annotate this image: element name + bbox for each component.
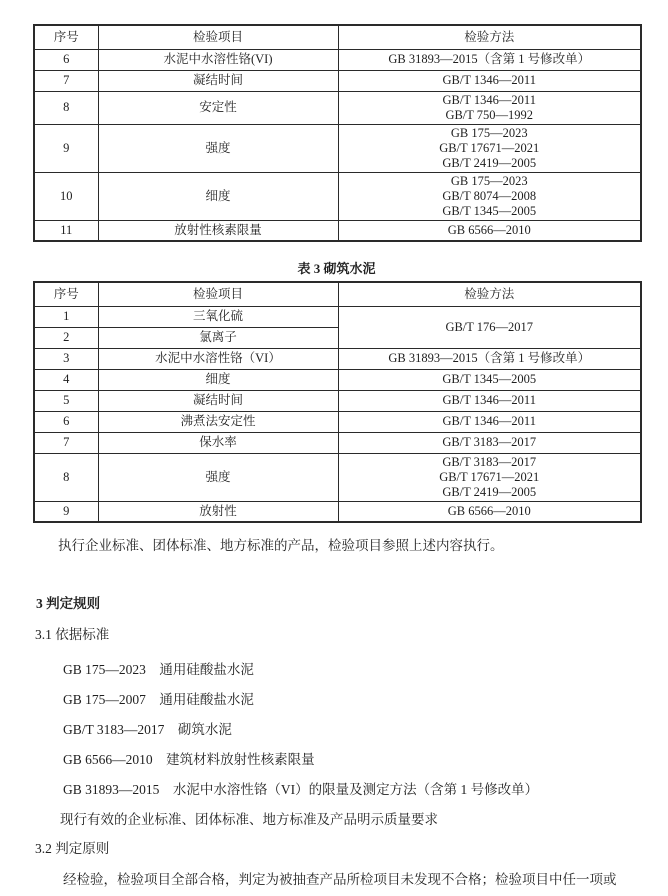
table3-caption: 表 3 砌筑水泥 xyxy=(297,261,376,276)
execution-note-paragraph: 执行企业标准、团体标准、地方标准的产品，检验项目参照上述内容执行。 xyxy=(58,538,504,553)
cell-inspection-item: 凝结时间 xyxy=(98,390,338,411)
cell-serial-no: 6 xyxy=(34,411,98,432)
method-line: GB 175—2023 xyxy=(450,173,528,188)
cell-inspection-method xyxy=(338,91,641,124)
cell-serial-no: 3 xyxy=(34,348,98,369)
header-inspection-method: 检验方法 xyxy=(338,25,641,49)
cell-serial-no: 5 xyxy=(34,390,98,411)
cell-inspection-method xyxy=(338,453,641,501)
cell-inspection-method: GB/T 1346—2011 xyxy=(338,70,641,91)
cell-inspection-item: 安定性 xyxy=(98,91,338,124)
cell-serial-no: 11 xyxy=(34,220,98,241)
table-row xyxy=(34,91,641,124)
cell-inspection-method-merged: GB/T 176—2017 xyxy=(338,306,641,348)
cell-serial-no: 9 xyxy=(34,124,98,172)
cell-serial-no: 7 xyxy=(34,432,98,453)
header-inspection-item: 检验项目 xyxy=(98,282,338,306)
method-line: GB/T 1345—2005 xyxy=(442,203,537,218)
cell-serial-no: 7 xyxy=(34,70,98,91)
cell-inspection-item: 氯离子 xyxy=(98,327,338,348)
cell-inspection-method: GB 31893—2015（含第 1 号修改单） xyxy=(338,49,641,70)
cell-serial-no: 4 xyxy=(34,369,98,390)
cell-inspection-item: 保水率 xyxy=(98,432,338,453)
method-line: GB/T 2419—2005 xyxy=(442,155,537,170)
table-header-row xyxy=(34,282,641,306)
table-header-row xyxy=(34,25,641,49)
standard-item: GB 6566—2010 建筑材料放射性核素限量 xyxy=(63,752,315,767)
header-inspection-item: 检验项目 xyxy=(98,25,338,49)
cell-inspection-method: GB/T 1346—2011 xyxy=(338,411,641,432)
cell-inspection-method: GB 6566—2010 xyxy=(338,220,641,241)
cell-inspection-method: GB/T 3183—2017 xyxy=(338,432,641,453)
cell-inspection-item: 强度 xyxy=(98,453,338,501)
cell-inspection-item: 细度 xyxy=(98,369,338,390)
cell-inspection-method xyxy=(338,172,641,220)
method-line: GB/T 750—1992 xyxy=(445,107,534,122)
method-line: GB/T 17671—2021 xyxy=(439,140,540,155)
section-3-2-heading: 3.2 判定原则 xyxy=(35,841,110,856)
method-line: GB/T 1346—2011 xyxy=(442,92,536,107)
cell-serial-no: 1 xyxy=(34,306,98,327)
header-inspection-method: 检验方法 xyxy=(338,282,641,306)
standard-item: 现行有效的企业标准、团体标准、地方标准及产品明示质量要求 xyxy=(60,812,438,827)
cell-serial-no: 2 xyxy=(34,327,98,348)
cell-inspection-item: 三氧化硫 xyxy=(98,306,338,327)
cell-inspection-item: 强度 xyxy=(98,124,338,172)
cell-serial-no: 6 xyxy=(34,49,98,70)
table-row xyxy=(34,49,641,70)
method-line: GB/T 2419—2005 xyxy=(442,484,537,499)
section-3-heading: 3 判定规则 xyxy=(36,596,101,611)
masonry-cement-table xyxy=(33,281,642,523)
table-row xyxy=(34,124,641,172)
table-row xyxy=(34,453,641,501)
table-row xyxy=(34,348,641,369)
method-line: GB/T 8074—2008 xyxy=(442,188,537,203)
table-row xyxy=(34,411,641,432)
standard-item: GB/T 3183—2017 砌筑水泥 xyxy=(63,722,232,737)
cell-inspection-method: GB 31893—2015（含第 1 号修改单） xyxy=(338,348,641,369)
cell-serial-no: 8 xyxy=(34,91,98,124)
cell-inspection-method: GB/T 1345—2005 xyxy=(338,369,641,390)
cell-serial-no: 10 xyxy=(34,172,98,220)
method-line: GB/T 17671—2021 xyxy=(439,469,540,484)
table-row xyxy=(34,369,641,390)
cell-inspection-item: 水泥中水溶性铬（VI） xyxy=(98,348,338,369)
standard-item: GB 175—2023 通用硅酸盐水泥 xyxy=(63,662,254,677)
general-cement-methods-table xyxy=(33,24,642,242)
table-row xyxy=(34,306,641,327)
section-3-2-paragraph: 经检验，检验项目全部合格，判定为被抽查产品所检项目未发现不合格；检验项目中任一项或 xyxy=(63,872,617,887)
method-line: GB/T 3183—2017 xyxy=(442,454,537,469)
cell-inspection-item: 沸煮法安定性 xyxy=(98,411,338,432)
cell-inspection-method xyxy=(338,124,641,172)
cell-inspection-method: GB 6566—2010 xyxy=(338,501,641,522)
table-row xyxy=(34,501,641,522)
table-row xyxy=(34,220,641,241)
method-line: GB 175—2023 xyxy=(450,125,528,140)
header-serial-no: 序号 xyxy=(34,25,98,49)
cell-serial-no: 9 xyxy=(34,501,98,522)
cell-inspection-item: 放射性 xyxy=(98,501,338,522)
cell-inspection-item: 水泥中水溶性铬(VI) xyxy=(98,49,338,70)
table-row xyxy=(34,172,641,220)
standard-item: GB 31893—2015 水泥中水溶性铬（VI）的限量及测定方法（含第 1 号修改单） xyxy=(63,782,539,797)
cell-inspection-method: GB/T 1346—2011 xyxy=(338,390,641,411)
cell-serial-no: 8 xyxy=(34,453,98,501)
table-row xyxy=(34,432,641,453)
standard-item: GB 175—2007 通用硅酸盐水泥 xyxy=(63,692,254,707)
cell-inspection-item: 放射性核素限量 xyxy=(98,220,338,241)
table-row xyxy=(34,390,641,411)
table-row xyxy=(34,70,641,91)
cell-inspection-item: 凝结时间 xyxy=(98,70,338,91)
section-3-1-heading: 3.1 依据标准 xyxy=(35,627,110,642)
header-serial-no: 序号 xyxy=(34,282,98,306)
cell-inspection-item: 细度 xyxy=(98,172,338,220)
